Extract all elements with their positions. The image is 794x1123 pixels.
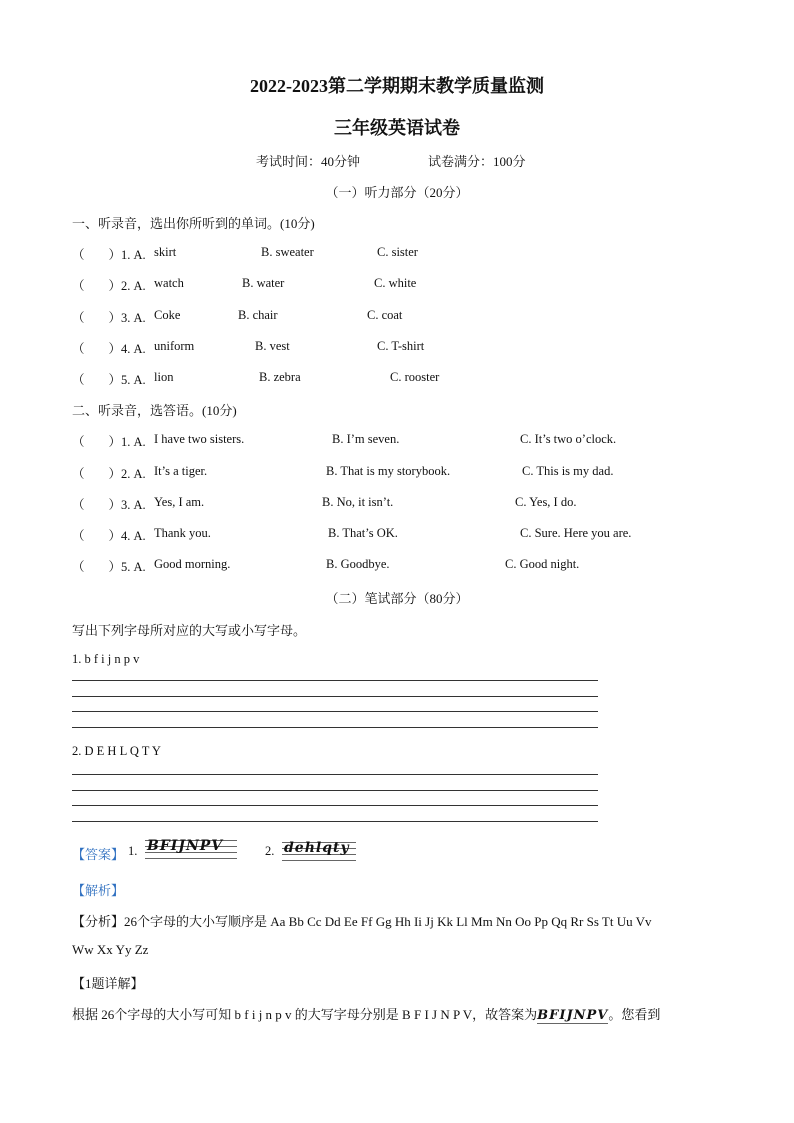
option-c: C. rooster [390, 370, 440, 384]
option-c: C. Sure. Here you are. [520, 526, 632, 540]
option-c: C. This is my dad. [522, 464, 614, 478]
option-b: B. water [242, 276, 285, 290]
answer-number-2: 2. [265, 844, 275, 858]
option-b: B. chair [238, 308, 278, 322]
analysis-paragraph-cont: Ww Xx Yy Zz [72, 942, 149, 957]
exam-subtitle: 三年级英语试卷 [334, 118, 460, 138]
question-number: ）5. A. [108, 373, 146, 387]
option-c: C. It’s two o’clock. [520, 432, 617, 446]
writing-instruction: 写出下列字母所对应的大写或小写字母。 [72, 623, 307, 638]
list-item [72, 495, 146, 513]
answer-bracket[interactable]: （ [72, 467, 85, 481]
detail-handwritten: BFIJNPV [537, 1008, 609, 1023]
answer-bracket[interactable]: （ [72, 373, 85, 387]
answer-bracket[interactable]: （ [72, 311, 85, 325]
option-c: C. sister [377, 245, 418, 259]
exam-title: 2022-2023第二学期期末教学质量监测 [250, 76, 544, 96]
list-item [72, 526, 146, 544]
list-item [72, 464, 146, 482]
writing-question-2: 2. D E H L Q T Y [72, 744, 161, 758]
question-number: ）3. A. [108, 311, 146, 325]
analysis-tag: 【解析】 [72, 883, 125, 898]
option-b: B. I’m seven. [332, 432, 400, 446]
option-c: C. coat [367, 308, 403, 322]
answer-bracket[interactable]: （ [72, 498, 85, 512]
answer-bracket[interactable]: （ [72, 279, 85, 293]
exam-time: 考试时间：40分钟 [256, 154, 361, 169]
writing-line [72, 805, 598, 806]
option-c: C. white [374, 276, 417, 290]
option-a: uniform [154, 339, 195, 353]
option-b: B. sweater [261, 245, 314, 259]
writing-line [72, 790, 598, 791]
option-b: B. zebra [259, 370, 301, 384]
question-number: ）1. A. [108, 248, 146, 262]
detail-text: 根据 26个字母的大小写可知 b f i j n p v 的大写字母分别是 B F I J N P V，故答案为 [72, 1007, 538, 1022]
answer-bracket[interactable]: （ [72, 560, 85, 574]
question-number: ）3. A. [108, 498, 146, 512]
option-a: I have two sisters. [154, 432, 245, 446]
list-item [72, 245, 146, 263]
writing-line [72, 680, 598, 681]
answer-text-1: BFIJNPV [147, 838, 224, 854]
analysis-paragraph [72, 911, 652, 930]
question-number: ）4. A. [108, 529, 146, 543]
list-item [72, 557, 146, 575]
option-b: B. That’s OK. [328, 526, 398, 540]
question-number: ）1. A. [108, 435, 146, 449]
answer-bracket[interactable]: （ [72, 342, 85, 356]
answer-number-1: 1. [128, 844, 138, 858]
list-item [72, 276, 146, 294]
option-c: C. Good night. [505, 557, 580, 571]
list-item [72, 432, 146, 450]
option-a: It’s a tiger. [154, 464, 208, 478]
writing-line [72, 774, 598, 775]
part2-title: 二、听录音，选答语。(10分) [72, 403, 237, 418]
writing-line [72, 711, 598, 712]
option-a: Good morning. [154, 557, 231, 571]
detail-tail: 。您看到 [608, 1007, 661, 1022]
answer-tag: 【答案】 [72, 847, 125, 862]
option-b: B. That is my storybook. [326, 464, 451, 478]
detail-paragraph [72, 1004, 660, 1023]
answer-text-2: dehlqty [284, 840, 350, 856]
option-a: Yes, I am. [154, 495, 205, 509]
list-item [72, 370, 146, 388]
option-b: B. vest [255, 339, 290, 353]
part1-title: 一、听录音，选出你所听到的单词。(10分) [72, 216, 315, 231]
option-b: B. No, it isn’t. [322, 495, 394, 509]
question-number: ）2. A. [108, 279, 146, 293]
writing-question-1: 1. b f i j n p v [72, 652, 140, 666]
option-b: B. Goodbye. [326, 557, 390, 571]
option-c: C. Yes, I do. [515, 495, 577, 509]
question-number: ）5. A. [108, 560, 146, 574]
writing-line [72, 696, 598, 697]
question-number: ）2. A. [108, 467, 146, 481]
full-score: 试卷满分：100分 [428, 154, 526, 169]
answer-bracket[interactable]: （ [72, 248, 85, 262]
list-item [72, 308, 146, 326]
listening-section-title: （一）听力部分（20分） [325, 185, 469, 200]
option-a: Thank you. [154, 526, 211, 540]
option-a: lion [154, 370, 174, 384]
question-number: ）4. A. [108, 342, 146, 356]
writing-section-title: （二）笔试部分（80分） [325, 591, 469, 606]
detail-tag: 【1题详解】 [72, 976, 144, 991]
answer-bracket[interactable]: （ [72, 529, 85, 543]
answer-bracket[interactable]: （ [72, 435, 85, 449]
option-a: Coke [154, 308, 181, 322]
writing-line [72, 727, 598, 728]
fenxi-tag: 【分析】 [72, 914, 125, 929]
writing-line [72, 821, 598, 822]
fenxi-text: 26个字母的大小写顺序是 Aa Bb Cc Dd Ee Ff Gg Hh Ii Jj Kk Ll Mm Nn Oo Pp Qq Rr Ss Tt Uu Vv [124, 914, 652, 929]
handwritten-answer-1 [145, 836, 237, 860]
option-a: watch [154, 276, 184, 290]
option-c: C. T-shirt [377, 339, 425, 353]
option-a: skirt [154, 245, 177, 259]
handwritten-answer-2 [282, 838, 356, 862]
list-item [72, 339, 146, 357]
